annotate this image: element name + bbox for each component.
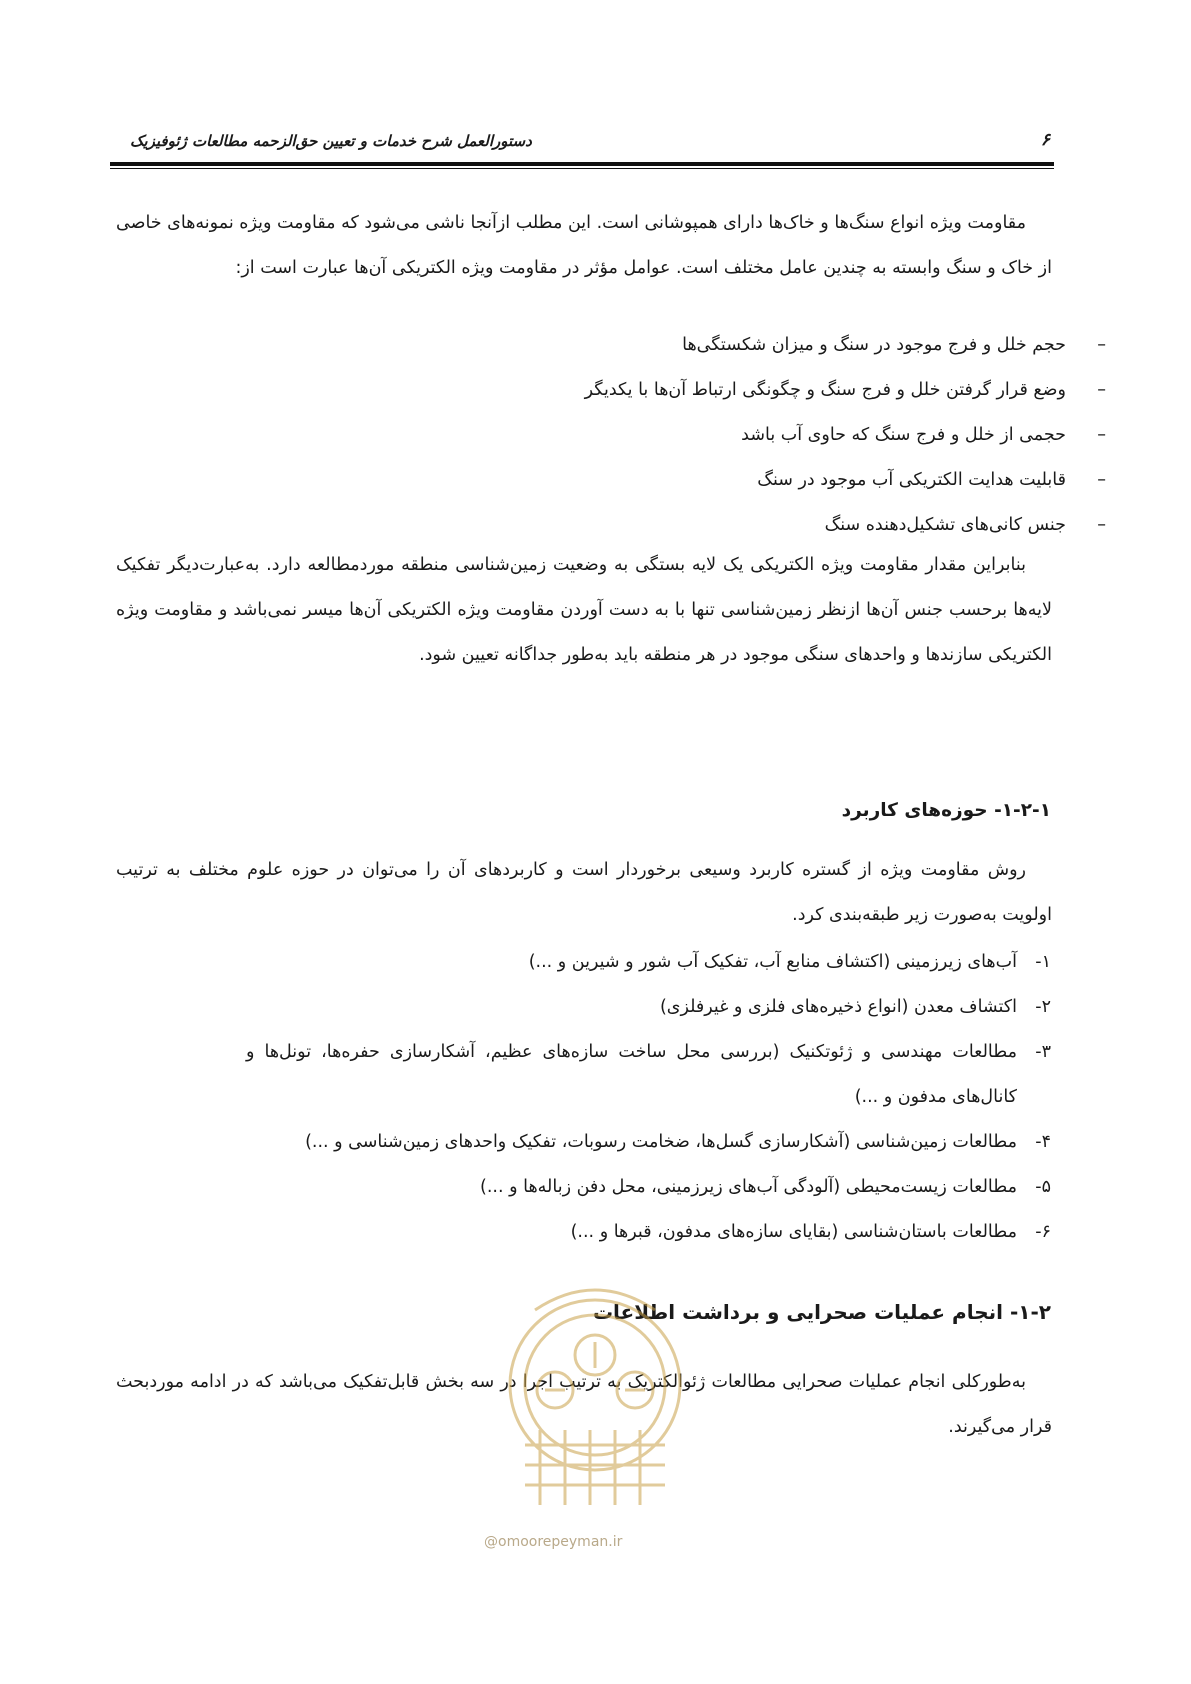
running-header — [110, 120, 1054, 168]
page-number: ۶ — [1040, 130, 1050, 150]
list-item — [246, 1210, 1051, 1255]
list-item — [246, 985, 1051, 1030]
list-item-text: مطالعات مهندسی و ژئوتکنیک (بررسی محل ساخت سازه‌های عظیم، آشکارسازی حفره‌ها، تونل‌ها و کانال‌های مدفون و ...) — [246, 1042, 1017, 1107]
list-item-text: مطالعات زیست‌محیطی (آلودگی آب‌های زیرزمینی، محل دفن زباله‌ها و ...) — [480, 1177, 1017, 1197]
list-item — [585, 323, 1106, 368]
header-rule-thin — [110, 168, 1054, 169]
document-title: دستورالعمل شرح خدمات و تعیین حق‌الزحمه مطالعات ژئوفیزیک — [130, 132, 532, 150]
list-item-text: مطالعات باستان‌شناسی (بقایای سازه‌های مدفون، قبرها و ...) — [570, 1222, 1017, 1242]
list-item — [246, 940, 1051, 985]
bullet-dash: – — [1097, 335, 1106, 355]
list-item-text: مطالعات زمین‌شناسی (آشکارسازی گسل‌ها، ضخامت رسوبات، تفکیک واحدهای زمین‌شناسی و ...) — [305, 1132, 1017, 1152]
section-heading-1-2-1 — [842, 800, 1051, 821]
list-item — [585, 503, 1106, 548]
header-rule-thick — [110, 162, 1054, 166]
list-item-text: حجمی از خلل و فرج سنگ که حاوی آب باشد — [741, 425, 1066, 445]
conclusion-block — [116, 543, 1052, 678]
item-number: ۶- — [1035, 1222, 1051, 1242]
field-operations-paragraph: به‌طورکلی انجام عملیات صحرایی مطالعات ژئوالکتریک به ترتیب اجرا در سه بخش قابل‌تفکیک می‌باشد که در ادامه موردبحث قرار می‌گیرند. — [116, 1372, 1052, 1437]
item-number: ۴- — [1035, 1132, 1051, 1152]
watermark-logo-icon — [480, 1250, 710, 1550]
section-number: ۱-۲-۱- — [994, 800, 1051, 821]
list-item — [585, 368, 1106, 413]
applications-intro-paragraph: روش مقاومت ویژه از گستره کاربرد وسیعی برخوردار است و کاربردهای آن را می‌توان در حوزه علوم مختلف به ترتیب اولویت به‌صورت زیر طبقه‌بندی کرد. — [116, 860, 1052, 925]
conclusion-paragraph: بنابراین مقدار مقاومت ویژه الکتریکی یک لایه بستگی به وضعیت زمین‌شناسی منطقه موردمطالعه دارد. به‌عبارت‌دیگر تفکیک لایه‌ها برحسب جنس آن‌ها ازنظر زمین‌شناسی تنها با به دست آوردن مقاومت ویژه الکتریکی آن‌ها میسر نمی‌باشد و مقاومت ویژه الکتریکی سازندها و واحدهای سنگی موجود در هر منطقه باید به‌طور جداگانه تعیین شود. — [116, 555, 1052, 665]
section-number: ۱-۲- — [1009, 1300, 1051, 1324]
item-number: ۳- — [1035, 1042, 1051, 1062]
item-number: ۱- — [1035, 952, 1051, 972]
watermark-caption: @omoorepeyman.ir — [484, 1534, 623, 1550]
list-item-text: قابلیت هدایت الکتریکی آب موجود در سنگ — [757, 470, 1066, 490]
bullet-dash: – — [1097, 425, 1106, 445]
item-number: ۲- — [1035, 997, 1051, 1017]
list-item-text: وضع قرار گرفتن خلل و فرج سنگ و چگونگی ارتباط آن‌ها با یکدیگر — [584, 380, 1066, 400]
list-item-text: حجم خلل و فرج موجود در سنگ و میزان شکستگی‌ها — [682, 335, 1066, 355]
intro-block — [116, 201, 1052, 291]
section-title: حوزه‌های کاربرد — [841, 800, 988, 821]
list-item — [585, 413, 1106, 458]
applications-intro-block — [116, 848, 1052, 938]
list-item-text: جنس کانی‌های تشکیل‌دهنده سنگ — [824, 515, 1066, 535]
bullet-dash: – — [1097, 515, 1106, 535]
factors-list — [585, 323, 1106, 548]
item-number: ۵- — [1035, 1177, 1051, 1197]
list-item — [246, 1120, 1051, 1165]
bullet-dash: – — [1097, 380, 1106, 400]
list-item — [246, 1030, 1051, 1120]
bullet-dash: – — [1097, 470, 1106, 490]
list-item-text: اکتشاف معدن (انواع ذخیره‌های فلزی و غیرفلزی) — [659, 997, 1017, 1017]
section-title: انجام عملیات صحرایی و برداشت اطلاعات — [592, 1300, 1003, 1324]
list-item-text: آب‌های زیرزمینی (اکتشاف منابع آب، تفکیک آب شور و شیرین و ...) — [528, 952, 1017, 972]
list-item — [585, 458, 1106, 503]
list-item — [246, 1165, 1051, 1210]
applications-list — [246, 940, 1051, 1255]
intro-paragraph: مقاومت ویژه انواع سنگ‌ها و خاک‌ها دارای همپوشانی است. این مطلب ازآنجا ناشی می‌شود که مقاومت ویژه نمونه‌های خاصی از خاک و سنگ وابسته به چندین عامل مختلف است. عوامل مؤثر در مقاومت ویژه الکتریکی آن‌ها عبارت است از: — [116, 213, 1052, 278]
